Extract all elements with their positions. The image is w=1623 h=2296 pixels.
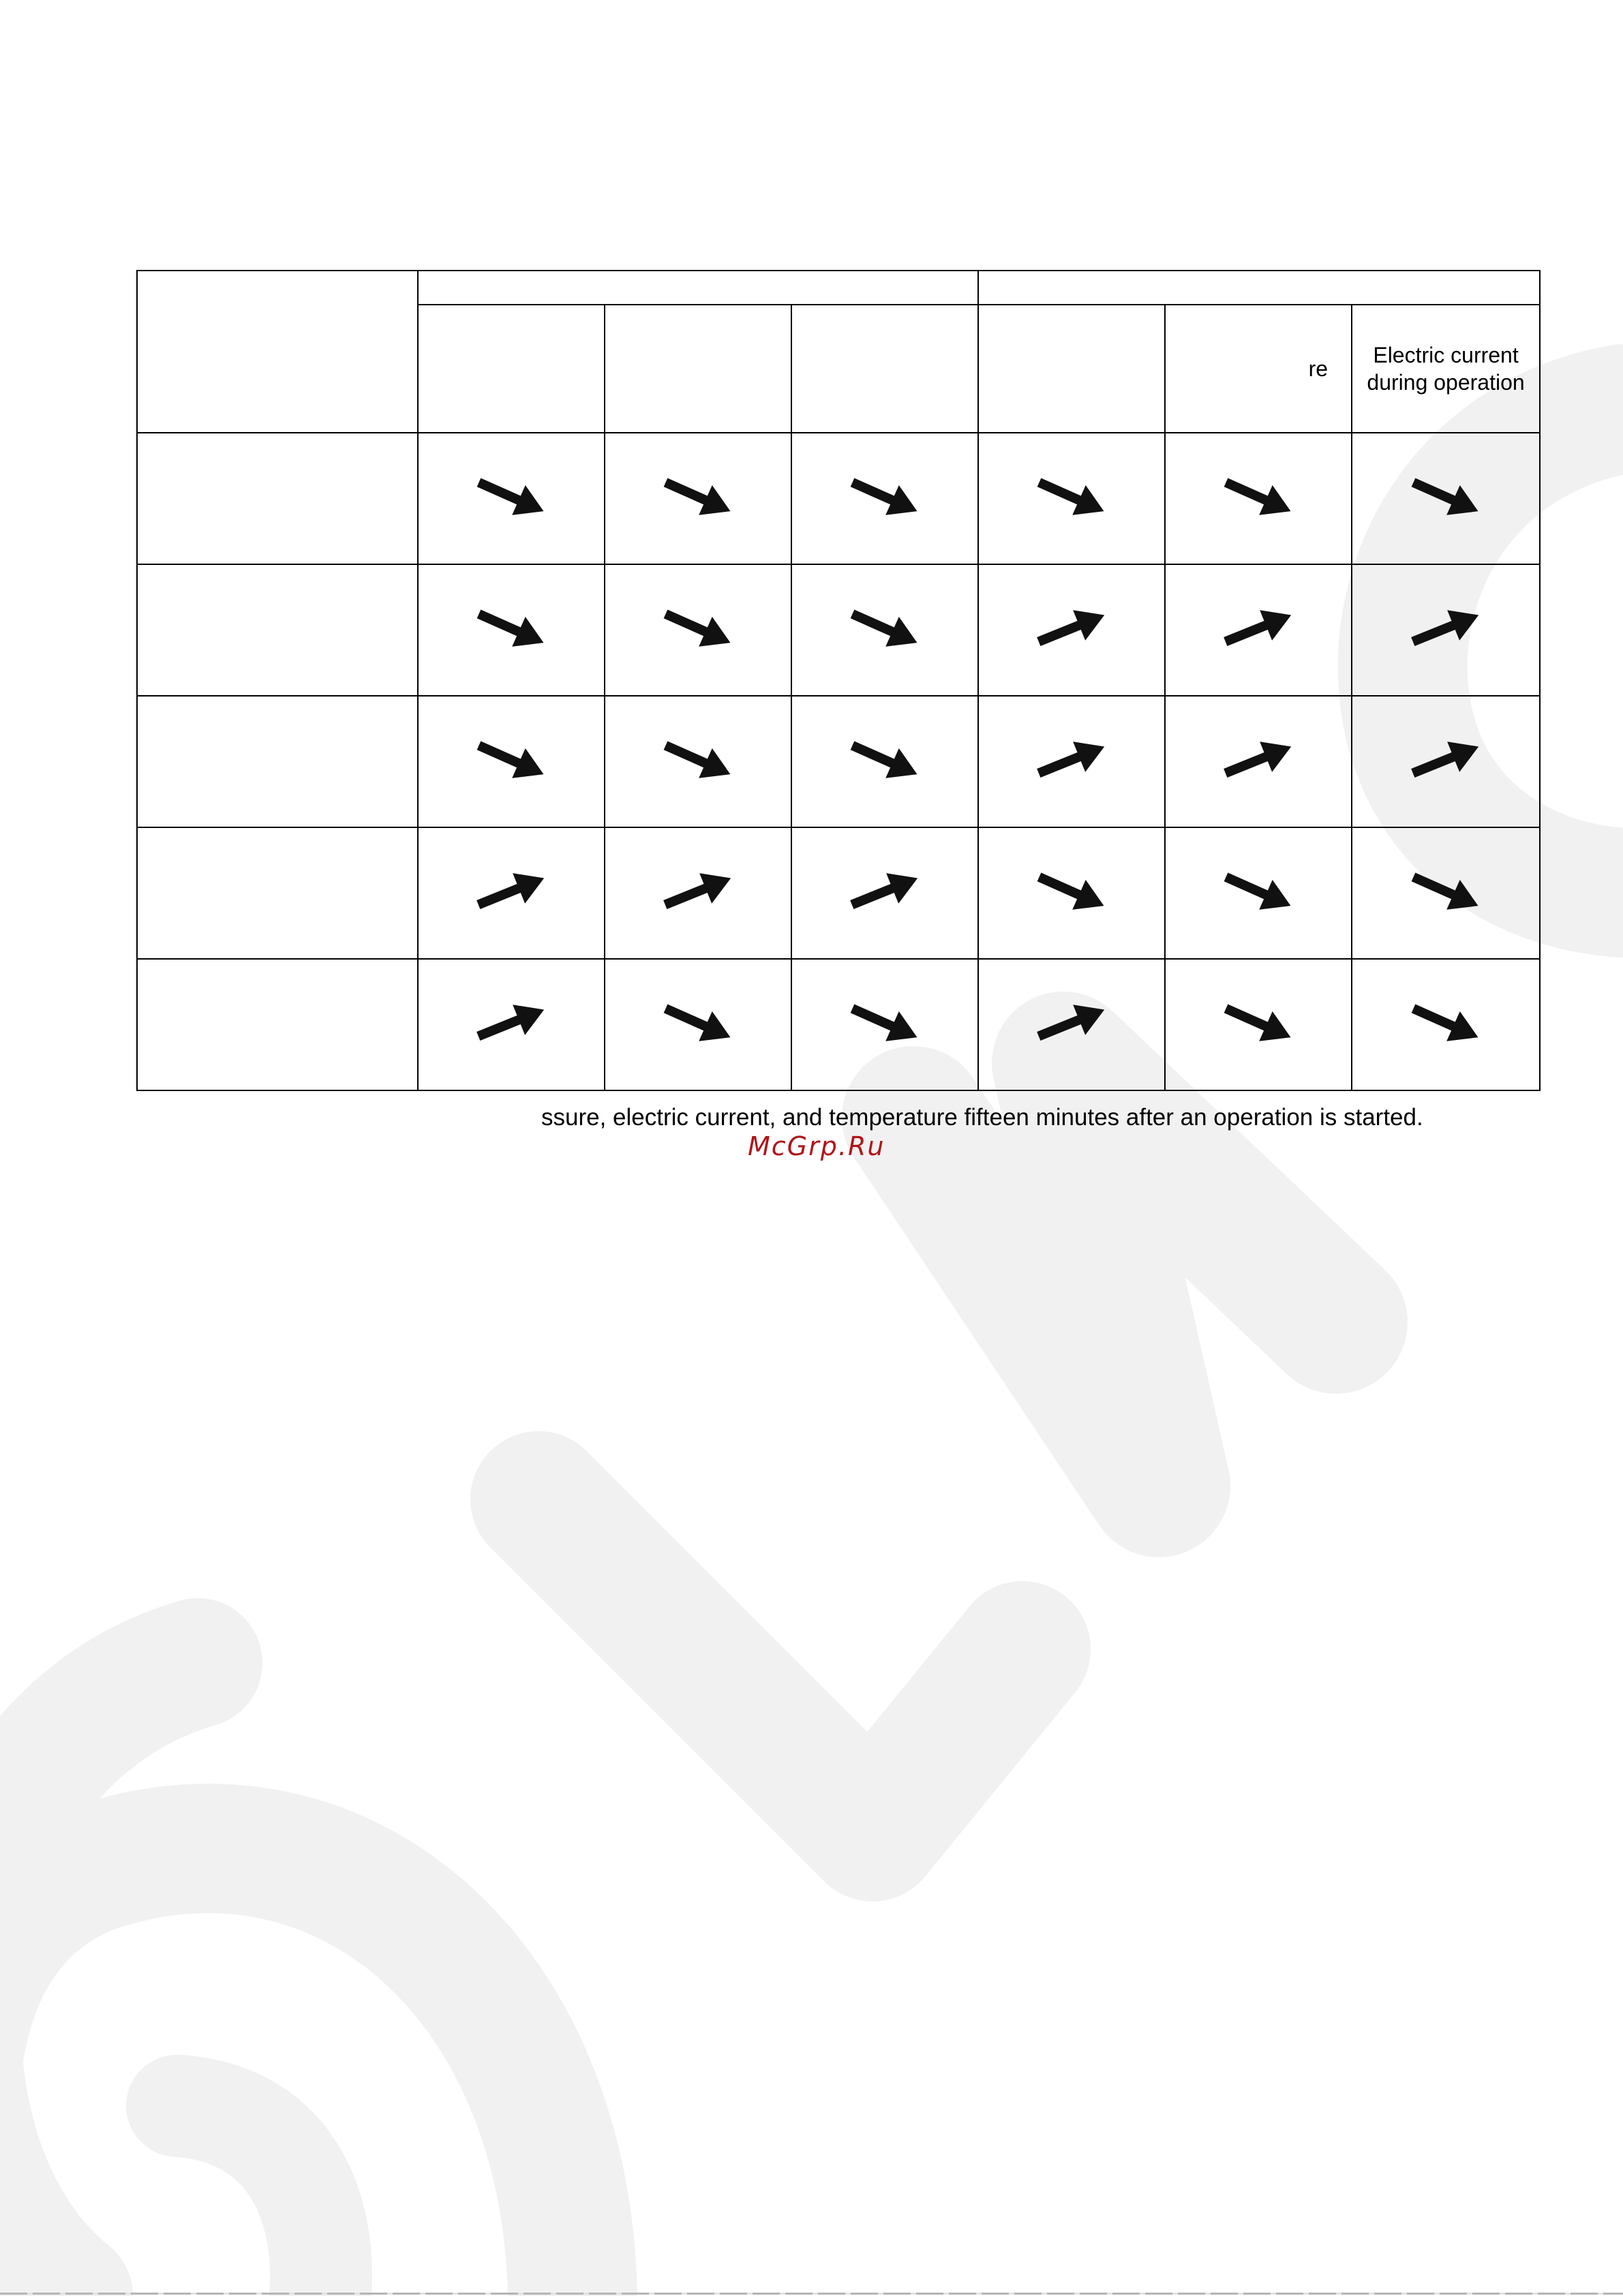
table-cell bbox=[1352, 827, 1540, 959]
group-header-left bbox=[418, 271, 978, 305]
table-cell bbox=[1352, 696, 1540, 827]
arrow-up-right-icon bbox=[1031, 996, 1112, 1050]
row-label-cell bbox=[137, 433, 418, 564]
subheader-cell-2 bbox=[605, 305, 791, 433]
arrow-down-right-icon bbox=[657, 996, 739, 1050]
arrow-down-right-icon bbox=[1405, 996, 1487, 1050]
table-cell bbox=[605, 696, 791, 827]
table-cell bbox=[418, 959, 605, 1090]
arrow-up-right-icon bbox=[470, 864, 552, 919]
subheader-cell-3 bbox=[791, 305, 978, 433]
table-cell bbox=[418, 433, 605, 564]
table-cell bbox=[1165, 696, 1352, 827]
electric-current-label: Electric current during operation bbox=[1367, 343, 1525, 395]
arrow-up-right-icon bbox=[844, 864, 926, 919]
arrow-down-right-icon bbox=[1405, 864, 1487, 919]
arrow-down-right-icon bbox=[1031, 470, 1112, 524]
arrow-down-right-icon bbox=[844, 470, 926, 524]
table-cell bbox=[605, 959, 791, 1090]
arrow-down-right-icon bbox=[657, 470, 739, 524]
table-footnote: ssure, electric current, and temperature fifteen minutes after an operation is started. bbox=[541, 1104, 1423, 1131]
arrow-up-right-icon bbox=[470, 996, 552, 1050]
arrow-up-right-icon bbox=[1217, 733, 1299, 787]
arrow-down-right-icon bbox=[1031, 864, 1112, 919]
arrow-down-right-icon bbox=[844, 601, 926, 656]
site-watermark-text: McGrp.Ru bbox=[748, 1131, 885, 1161]
arrow-down-right-icon bbox=[470, 733, 552, 787]
arrow-down-right-icon bbox=[844, 733, 926, 787]
watermark-l-letter bbox=[539, 1499, 1022, 1833]
table-cell bbox=[1165, 564, 1352, 696]
table-cell bbox=[418, 696, 605, 827]
watermark-arc-inner bbox=[177, 2106, 321, 2296]
table-cell bbox=[418, 564, 605, 696]
table-cell bbox=[1352, 564, 1540, 696]
table-cell bbox=[418, 827, 605, 959]
row-label-cell bbox=[137, 696, 418, 827]
table-row bbox=[137, 564, 1540, 696]
subheader-cell-electric-current bbox=[1352, 305, 1540, 433]
arrow-down-right-icon bbox=[1217, 864, 1299, 919]
arrow-down-right-icon bbox=[657, 733, 739, 787]
table-cell bbox=[978, 696, 1165, 827]
page-bottom-edge bbox=[0, 2293, 1623, 2295]
table-row bbox=[137, 696, 1540, 827]
subheader-cell-4 bbox=[978, 305, 1165, 433]
corner-header-cell bbox=[137, 271, 418, 433]
row-label-cell bbox=[137, 827, 418, 959]
table-cell bbox=[791, 696, 978, 827]
table-cell bbox=[791, 959, 978, 1090]
table-cell bbox=[1352, 433, 1540, 564]
subheader-cell-1 bbox=[418, 305, 605, 433]
table-cell bbox=[978, 433, 1165, 564]
table-cell bbox=[791, 564, 978, 696]
table-body bbox=[137, 433, 1540, 1090]
table-cell bbox=[1165, 827, 1352, 959]
arrow-up-right-icon bbox=[1405, 601, 1487, 656]
arrow-down-right-icon bbox=[470, 601, 552, 656]
table-cell bbox=[978, 827, 1165, 959]
table-header-row bbox=[137, 271, 1540, 305]
table-cell bbox=[605, 827, 791, 959]
group-header-right bbox=[978, 271, 1540, 305]
table-row bbox=[137, 433, 1540, 564]
table-row bbox=[137, 959, 1540, 1090]
table-cell bbox=[1352, 959, 1540, 1090]
table-cell bbox=[791, 827, 978, 959]
arrow-down-right-icon bbox=[1217, 996, 1299, 1050]
table-cell bbox=[1165, 433, 1352, 564]
arrow-down-right-icon bbox=[844, 996, 926, 1050]
row-label-cell bbox=[137, 959, 418, 1090]
arrow-up-right-icon bbox=[1217, 601, 1299, 656]
arrow-up-right-icon bbox=[1405, 733, 1487, 787]
arrow-down-right-icon bbox=[1217, 470, 1299, 524]
arrow-up-right-icon bbox=[657, 864, 739, 919]
arrow-down-right-icon bbox=[470, 470, 552, 524]
row-label-cell bbox=[137, 564, 418, 696]
table-cell bbox=[978, 564, 1165, 696]
table-row bbox=[137, 827, 1540, 959]
table-cell bbox=[605, 564, 791, 696]
subheader-cell-5: re bbox=[1165, 305, 1352, 433]
arrow-down-right-icon bbox=[657, 601, 739, 656]
arrow-up-right-icon bbox=[1031, 601, 1112, 656]
arrow-up-right-icon bbox=[1031, 733, 1112, 787]
arrow-down-right-icon bbox=[1405, 470, 1487, 524]
table-cell bbox=[1165, 959, 1352, 1090]
table-cell bbox=[978, 959, 1165, 1090]
diagnosis-table bbox=[136, 270, 1541, 1091]
table-cell bbox=[791, 433, 978, 564]
table-cell bbox=[605, 433, 791, 564]
